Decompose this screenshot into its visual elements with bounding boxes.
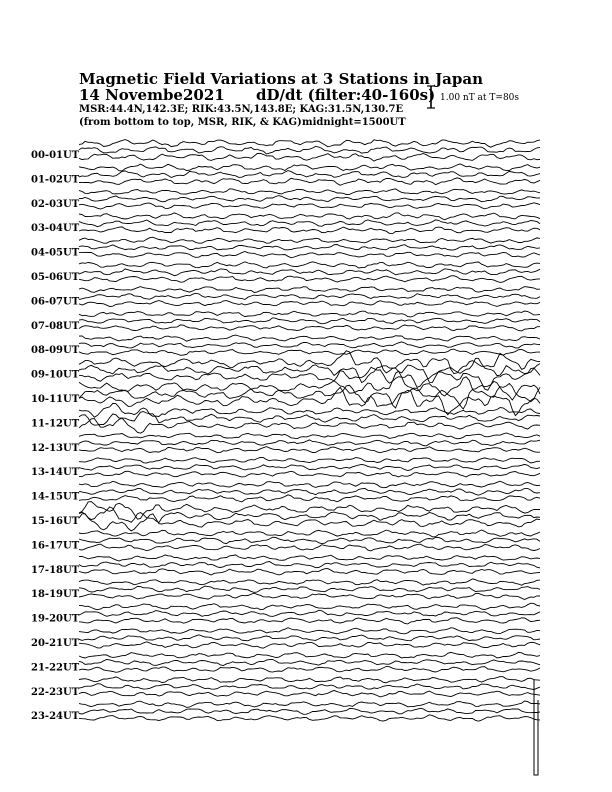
hour-row-18-19UT — [31, 579, 540, 600]
hour-row-05-06UT — [31, 262, 540, 283]
hour-label: 04-05UT — [31, 247, 80, 259]
scale-bar — [427, 86, 435, 108]
trace-MSR-05-06UT — [79, 276, 540, 283]
hour-label: 18-19UT — [31, 589, 80, 601]
hour-label: 17-18UT — [31, 564, 80, 576]
hour-row-01-02UT — [31, 164, 540, 186]
trace-RIK-00-01UT — [79, 146, 540, 154]
hour-label: 00-01UT — [31, 150, 80, 161]
hour-label: 14-15UT — [31, 491, 80, 503]
hour-row-16-17UT — [31, 530, 540, 551]
hour-row-08-09UT — [31, 335, 540, 356]
hour-label: 09-10UT — [31, 369, 80, 381]
trace-KAG-13-14UT — [79, 457, 540, 463]
trace-RIK-01-02UT — [79, 171, 540, 178]
trace-MSR-01-02UT — [79, 178, 540, 185]
hour-row-17-18UT — [31, 555, 540, 576]
trace-MSR-08-09UT — [79, 349, 540, 355]
hour-row-12-13UT — [31, 433, 540, 454]
trace-RIK-04-05UT — [79, 245, 540, 251]
midnight-note: midnight=1500UT — [302, 117, 406, 128]
trace-RIK-14-15UT — [79, 488, 540, 495]
trace-MSR-22-23UT — [79, 690, 540, 697]
trace-MSR-18-19UT — [79, 593, 540, 599]
hour-label: 02-03UT — [31, 198, 80, 210]
hour-label: 05-06UT — [31, 272, 80, 283]
hour-row-04-05UT — [31, 237, 540, 258]
trace-RIK-21-22UT — [79, 659, 540, 665]
hour-label: 15-16UT — [31, 516, 80, 527]
trace-MSR-20-21UT — [79, 642, 540, 648]
chart-quantity: dD/dt (filter:40-160s) — [256, 86, 436, 104]
hour-row-09-10UT — [31, 351, 540, 390]
hour-label: 16-17UT — [31, 540, 80, 552]
hour-label: 06-07UT — [31, 296, 80, 308]
trace-KAG-08-09UT — [79, 335, 540, 341]
trace-RIK-20-21UT — [79, 635, 540, 641]
trace-RIK-23-24UT — [79, 708, 540, 714]
trace-MSR-09-10UT — [79, 367, 540, 390]
hour-label: 12-13UT — [31, 442, 80, 454]
chart-date: 14 Novembe2021 — [79, 86, 225, 104]
trace-MSR-07-08UT — [79, 325, 540, 331]
trace-KAG-07-08UT — [79, 311, 540, 317]
trace-KAG-19-20UT — [79, 603, 540, 610]
trace-KAG-02-03UT — [79, 189, 540, 195]
trace-KAG-21-22UT — [79, 652, 540, 658]
trace-MSR-17-18UT — [79, 569, 540, 575]
trace-RIK-11-12UT — [79, 412, 540, 426]
trace-KAG-17-18UT — [79, 555, 540, 561]
station-order-note: (from bottom to top, MSR, RIK, & KAG) — [79, 117, 302, 128]
trace-KAG-12-13UT — [79, 433, 540, 439]
trace-KAG-16-17UT — [79, 530, 540, 537]
trace-RIK-07-08UT — [79, 318, 540, 324]
hour-label: 07-08UT — [31, 320, 80, 332]
trace-MSR-15-16UT — [79, 514, 540, 531]
station-coordinates: MSR:44.4N,142.3E; RIK:43.5N,143.8E; KAG:31.5N,130.7E — [79, 104, 404, 115]
trace-MSR-13-14UT — [79, 471, 540, 477]
hour-label: 13-14UT — [31, 467, 80, 479]
trace-KAG-18-19UT — [79, 579, 540, 585]
hour-label: 20-21UT — [31, 638, 80, 649]
hour-label: 19-20UT — [31, 613, 80, 625]
hour-row-19-20UT — [31, 603, 540, 624]
trace-MSR-19-20UT — [79, 618, 540, 624]
hour-row-22-23UT — [31, 677, 540, 698]
trace-RIK-06-07UT — [79, 293, 540, 299]
hour-row-21-22UT — [31, 652, 540, 673]
trace-KAG-11-12UT — [79, 403, 540, 417]
hour-row-02-03UT — [31, 189, 540, 210]
hour-label: 01-02UT — [31, 174, 80, 186]
trace-MSR-11-12UT — [79, 418, 540, 433]
trace-KAG-00-01UT — [79, 140, 540, 148]
trace-RIK-13-14UT — [79, 464, 540, 470]
trace-KAG-14-15UT — [79, 481, 540, 488]
trace-RIK-02-03UT — [79, 196, 540, 202]
chart-title: Magnetic Field Variations at 3 Stations in Japan — [79, 70, 484, 88]
scale-label: 1.00 nT at T=80s — [440, 93, 520, 103]
trace-MSR-03-04UT — [79, 227, 540, 234]
trace-MSR-12-13UT — [79, 447, 540, 453]
hour-row-14-15UT — [31, 481, 540, 502]
trace-MSR-16-17UT — [79, 544, 540, 551]
trace-RIK-08-09UT — [79, 342, 540, 348]
hour-label: 03-04UT — [31, 223, 80, 235]
hour-label: 08-09UT — [31, 345, 80, 357]
trace-MSR-00-01UT — [79, 153, 540, 161]
trace-RIK-18-19UT — [79, 586, 540, 592]
trace-KAG-06-07UT — [79, 287, 540, 293]
trace-MSR-02-03UT — [79, 203, 540, 209]
hour-row-07-08UT — [31, 311, 540, 332]
trace-RIK-03-04UT — [79, 220, 540, 227]
trace-RIK-19-20UT — [79, 610, 540, 616]
hour-row-13-14UT — [31, 457, 540, 478]
hour-row-06-07UT — [31, 287, 540, 308]
trace-KAG-20-21UT — [79, 628, 540, 634]
trace-MSR-14-15UT — [79, 495, 540, 502]
trace-RIK-22-23UT — [79, 684, 540, 690]
hour-label: 10-11UT — [31, 394, 80, 405]
hour-label: 11-12UT — [31, 418, 80, 430]
trace-KAG-03-04UT — [79, 213, 540, 220]
trace-RIK-17-18UT — [79, 562, 540, 568]
trace-MSR-23-24UT — [79, 715, 540, 721]
trace-RIK-05-06UT — [79, 269, 540, 276]
trace-RIK-12-13UT — [79, 440, 540, 446]
hour-row-15-16UT — [31, 502, 540, 531]
hour-label: 22-23UT — [31, 686, 80, 698]
trace-MSR-21-22UT — [79, 666, 540, 672]
hour-label: 21-22UT — [31, 662, 80, 674]
hour-row-23-24UT — [31, 701, 540, 722]
trace-KAG-01-02UT — [79, 164, 540, 171]
trace-KAG-04-05UT — [79, 237, 540, 243]
trace-KAG-23-24UT — [79, 701, 540, 707]
hour-row-03-04UT — [31, 213, 540, 234]
hour-row-10-11UT — [31, 371, 540, 415]
trace-KAG-22-23UT — [79, 677, 540, 683]
hour-row-00-01UT — [31, 140, 540, 162]
hour-row-20-21UT — [31, 628, 540, 649]
trace-MSR-06-07UT — [79, 301, 540, 307]
trace-MSR-04-05UT — [79, 252, 540, 258]
hour-label: 23-24UT — [31, 711, 80, 723]
trace-RIK-16-17UT — [79, 537, 540, 544]
trace-KAG-05-06UT — [79, 262, 540, 268]
